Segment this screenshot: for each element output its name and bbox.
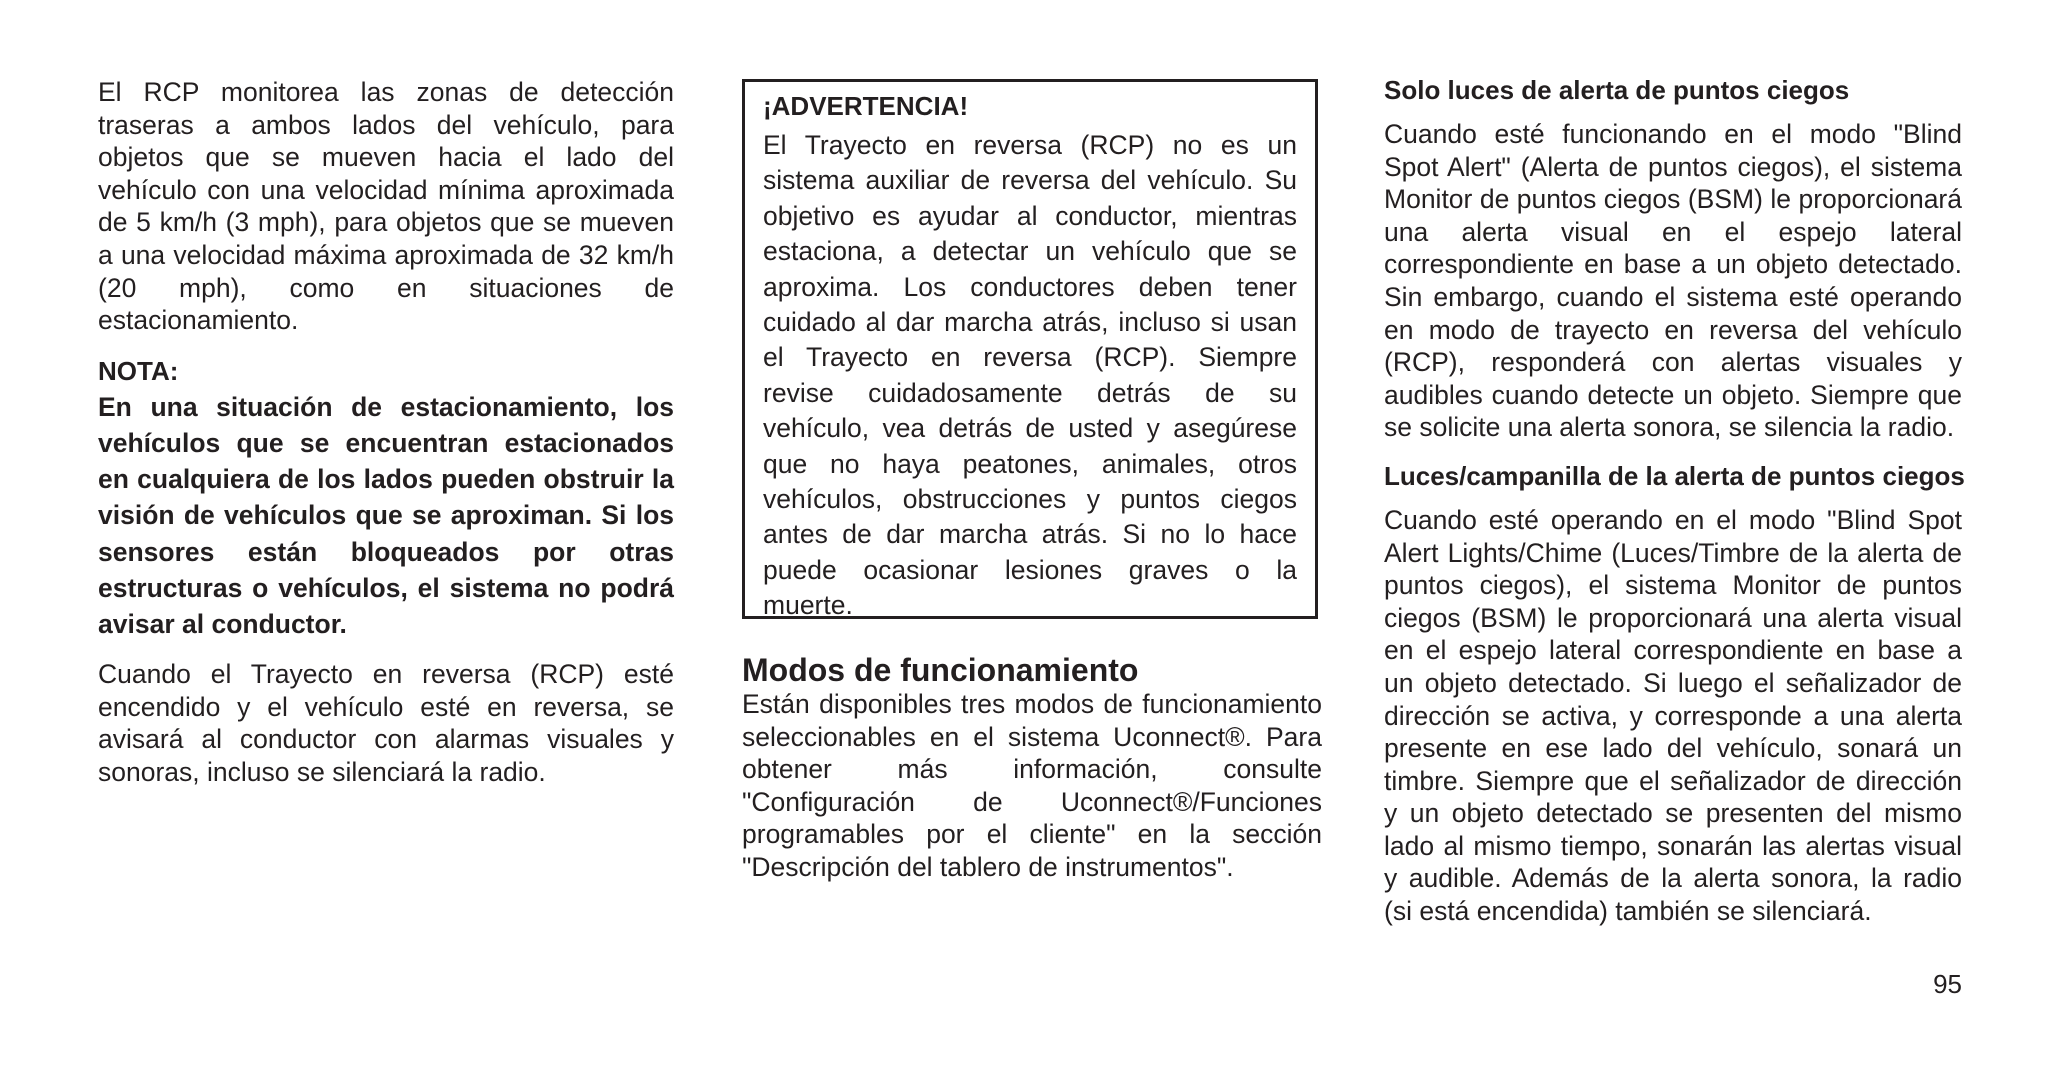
note-text: En una situación de estacionamiento, los vehículos que se encuentran estacionados en cualquiera de los lados pueden obstruir la visión de vehículos que se aproximan. Si los sensores están bloqueados por otras estructuras o vehículos, el sistema no podrá avisar al conductor. (98, 391, 674, 639)
page-number: 95 (1933, 969, 1962, 999)
warning-title: ¡ADVERTENCIA! (763, 91, 969, 121)
rcp-detection-paragraph: El RCP monitorea las zonas de detección traseras a ambos lados del vehículo, para objetos que se mueven hacia el lado del vehículo con una velocidad mínima aproximada de 5 km/h (3 mph), para objetos que se mueven a una velocidad máxima aproximada de 32 km/h (20 mph), como en situaciones de estacionamiento. (98, 77, 674, 336)
warning-box (742, 79, 1318, 619)
rcp-alert-paragraph: Cuando el Trayecto en reversa (RCP) esté encendido y el vehículo esté en reversa, se avisará al conductor con alarmas visuales y sonoras, incluso se silenciará la radio. (98, 659, 674, 787)
note-label: NOTA: (98, 355, 179, 386)
right-column (1384, 0, 1965, 928)
blind-spot-lights-text: Cuando esté funcionando en el modo "Blind Spot Alert" (Alerta de puntos ciegos), el sistema Monitor de puntos ciegos (BSM) le proporcionará una alerta visual en el espejo lateral correspondiente en base a un objeto detectado. Sin embargo, cuando el sistema esté operando en modo de trayecto en reversa del vehículo (RCP), responderá con alertas visuales y audibles cuando detecte un objeto. Siempre que se solicite una alerta sonora, se silencia la radio. (1384, 119, 1962, 443)
operating-modes-section (742, 652, 1322, 884)
warning-text: El Trayecto en reversa (RCP) no es un sistema auxiliar de reversa del vehículo. Su objetivo es ayudar al conductor, mientras estaciona, a detectar un vehículo que se aproxima. Los conductores deben tener cuidado al dar marcha atrás, incluso si usan el Trayecto en reversa (RCP). Siempre revise cuidadosamente detrás de su vehículo, vea detrás de usted y asegúrese que no haya peatones, animales, otros vehículos, obstrucciones y puntos ciegos antes de dar marcha atrás. Si no lo hace puede ocasionar lesiones graves o la muerte. (763, 130, 1297, 621)
lights-chime-text: Cuando esté operando en el modo "Blind Spot Alert Lights/Chime (Luces/Timbre de la alerta de puntos ciegos), el sistema Monitor de puntos ciegos (BSM) le proporcionará una alerta visual en el espejo lateral correspondiente en base a un objeto detectado. Si luego el señalizador de dirección se activa, y corresponde a una alerta presente en ese lado del vehículo, sonará un timbre. Siempre que el señalizador de dirección y un objeto detectado se presenten del mismo lado al mismo tiempo, sonarán las alertas visual y audible. Además de la alerta sonora, la radio (si está encendida) también se silenciará. (1384, 504, 1962, 927)
section-heading: Modos de funcionamiento (742, 652, 1139, 688)
subheading-lights-chime: Luces/campanilla de la alerta de puntos ciegos (1384, 460, 1965, 491)
left-column (98, 0, 674, 789)
operating-modes-text: Están disponibles tres modos de funcionamiento seleccionables en el sistema Uconnect®. Para obtener más información, consulte "Configuración de Uconnect®/Funciones programables por el cliente" en la sección "Descripción del tablero de instrumentos". (742, 689, 1322, 882)
subheading-blind-spot-lights: Solo luces de alerta de puntos ciegos (1384, 75, 1850, 105)
